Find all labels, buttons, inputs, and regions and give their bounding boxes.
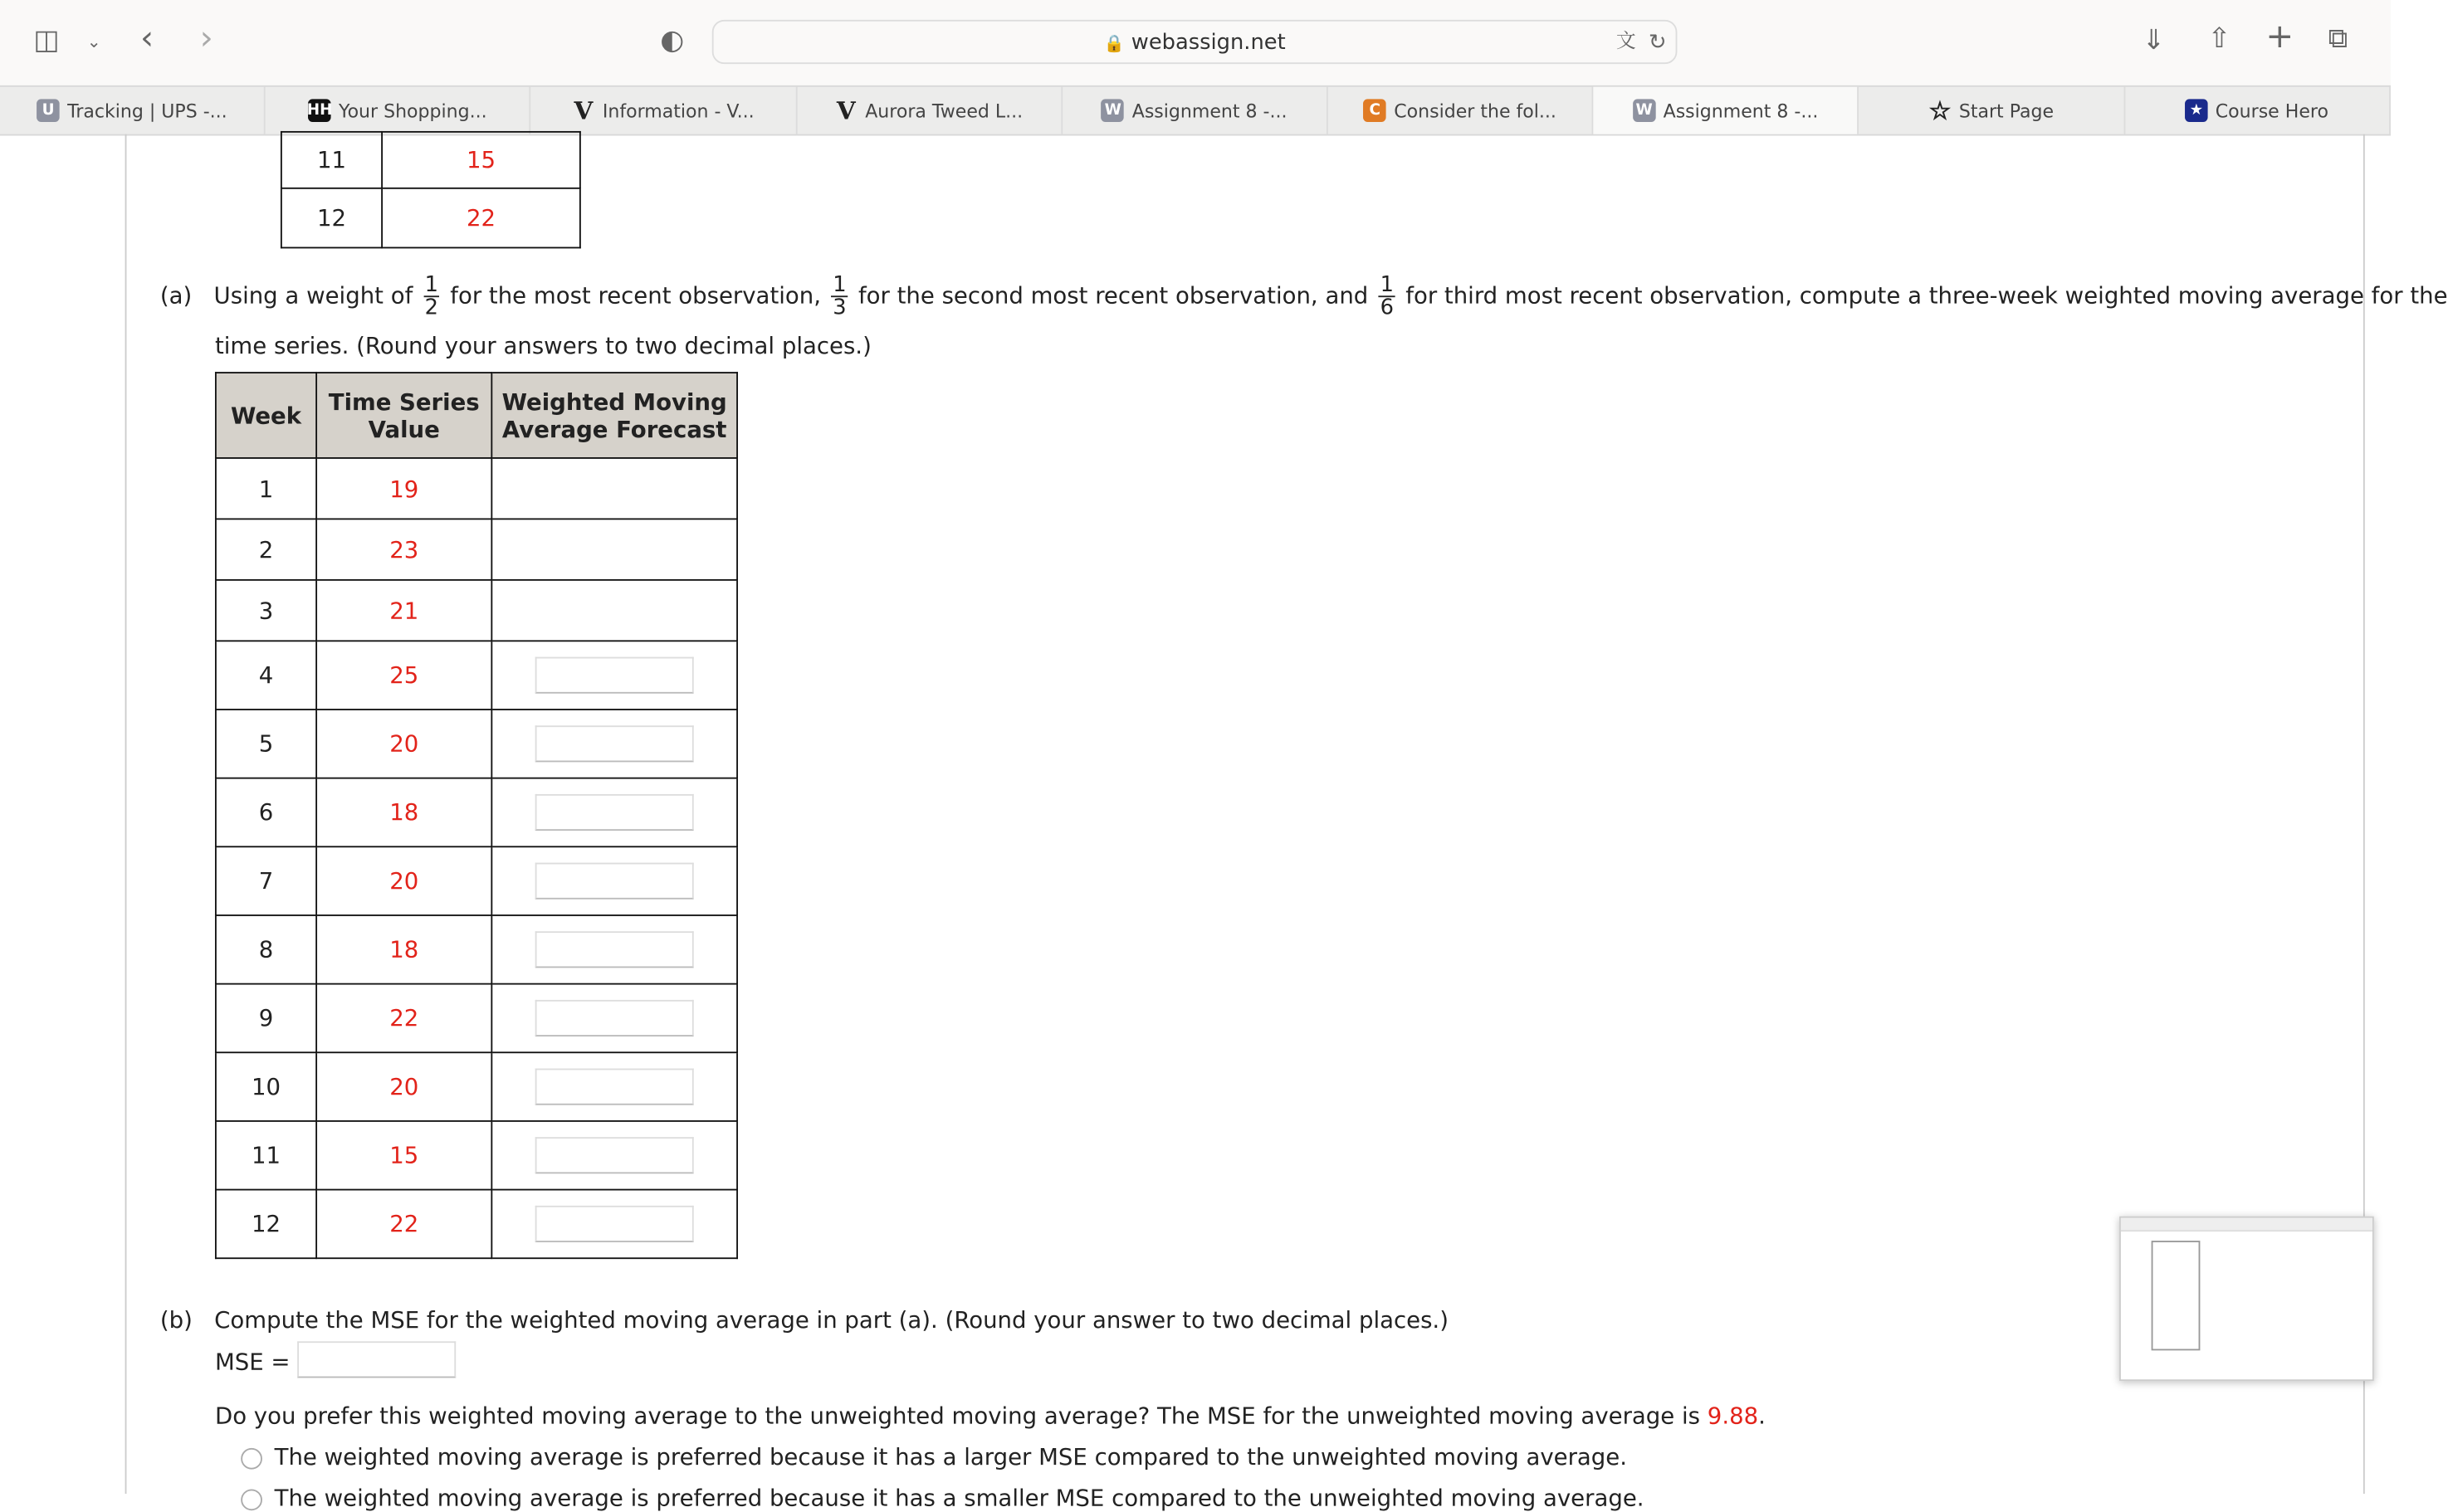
webassign-page (0, 134, 2448, 1512)
prompt-text: for third most recent observation, compute a three-week weighted moving average for the (1405, 281, 2448, 310)
week-cell: 4 (216, 641, 316, 710)
tab-8[interactable] (2124, 87, 2390, 134)
forecast-cell (491, 710, 737, 778)
forecast-table (215, 372, 738, 1259)
period: . (1758, 1402, 1766, 1430)
share-icon[interactable]: ⇧ (2207, 22, 2231, 56)
weight-sixth: $\frac{1}{6}$ (1380, 272, 1394, 320)
weight-third: $\frac{1}{3}$ (833, 272, 847, 320)
question-text: Do you prefer this weighted moving average to the unweighted moving average? The MSE for the unweighted moving average is (214, 1402, 1701, 1430)
tab-label: Tracking | UPS -... (67, 100, 227, 122)
mse-label: MSE = (214, 1348, 291, 1376)
week-cell: 5 (216, 710, 316, 778)
table-header-row (216, 373, 737, 458)
table-row (216, 846, 737, 915)
favicon-icon: V (836, 95, 856, 125)
forecast-cell (491, 1121, 737, 1190)
value-cell: 15 (316, 1121, 491, 1190)
value-cell: 25 (316, 641, 491, 710)
unweighted-mse-value: 9.88 (1707, 1402, 1759, 1430)
tab-6[interactable] (1594, 87, 1859, 134)
table-row (281, 132, 580, 188)
tab-2[interactable] (531, 87, 797, 134)
tab-5[interactable] (1328, 87, 1594, 134)
reload-icon[interactable]: ↻ (1648, 30, 1667, 56)
table-row (216, 1052, 737, 1121)
prompt-text: for the most recent observation, (450, 281, 821, 310)
value-cell: 22 (316, 1190, 491, 1259)
forecast-cell (491, 846, 737, 915)
tab-label: Information - V... (602, 100, 755, 122)
forecast-input[interactable] (535, 657, 694, 694)
favicon-icon: V (574, 95, 594, 125)
tab-overview-icon[interactable]: ⧉ (2328, 22, 2348, 56)
preference-question (215, 1402, 1766, 1430)
week-cell: 2 (216, 519, 316, 579)
part-a-label: (a) (159, 281, 193, 310)
tab-label: Your Shopping... (339, 100, 487, 122)
tab-3[interactable] (797, 87, 1063, 134)
tab-label: Course Hero (2215, 100, 2328, 122)
table-row (216, 1121, 737, 1190)
header-value: Time Series Value (316, 373, 491, 458)
table-row (216, 580, 737, 641)
tab-label: Consider the fol... (1394, 100, 1556, 122)
mse-input[interactable] (297, 1341, 456, 1378)
mse-row (215, 1348, 456, 1378)
tab-bar (0, 85, 2391, 136)
option-smaller-mse[interactable] (241, 1485, 1644, 1512)
table-row (216, 984, 737, 1053)
forecast-cell (491, 778, 737, 847)
part-b-label: (b) (159, 1306, 193, 1334)
favicon-icon: W (1102, 99, 1125, 122)
forecast-input[interactable] (535, 1206, 694, 1242)
week-cell: 12 (281, 188, 382, 248)
forecast-cell (491, 915, 737, 984)
table-row (216, 915, 737, 984)
forecast-cell (491, 580, 737, 641)
table-row (216, 710, 737, 778)
week-cell: 11 (216, 1121, 316, 1190)
forecast-input[interactable] (535, 1137, 694, 1173)
prompt-text: for the second most recent observation, and (858, 281, 1369, 310)
value-cell: 22 (316, 984, 491, 1053)
table-row (216, 1190, 737, 1259)
value-cell: 18 (316, 778, 491, 847)
table-row (216, 641, 737, 710)
forecast-input[interactable] (535, 931, 694, 968)
tab-label: Assignment 8 -... (1131, 100, 1288, 122)
tab-label: Assignment 8 -... (1663, 100, 1819, 122)
value-cell: 20 (316, 1052, 491, 1121)
tab-label: Start Page (1958, 100, 2055, 122)
favicon-icon: U (37, 99, 60, 122)
url-text: webassign.net (1131, 30, 1286, 56)
value-cell: 23 (316, 519, 491, 579)
radio-button[interactable] (241, 1489, 262, 1510)
value-cell: 20 (316, 710, 491, 778)
value-cell: 18 (316, 915, 491, 984)
option-label: The weighted moving average is preferred because it has a larger MSE compared to the unweighted moving average. (274, 1443, 1628, 1471)
table-row (281, 188, 580, 248)
screenshot-thumbnail[interactable] (2119, 1217, 2374, 1381)
value-cell: 20 (316, 846, 491, 915)
forecast-cell (491, 1052, 737, 1121)
week-cell: 9 (216, 984, 316, 1053)
header-week: Week (216, 373, 316, 458)
favicon-icon: HH (308, 99, 331, 122)
tab-4[interactable] (1063, 87, 1328, 134)
tab-0[interactable] (0, 87, 266, 134)
value-cell: 21 (316, 580, 491, 641)
tab-1[interactable] (266, 87, 531, 134)
table-row (216, 778, 737, 847)
forecast-input[interactable] (535, 1069, 694, 1105)
lock-icon: 🔒 (1103, 33, 1125, 54)
browser-toolbar (0, 0, 2391, 85)
favicon-icon: ★ (2185, 99, 2208, 122)
back-icon[interactable]: ‹ (139, 19, 154, 58)
radio-button[interactable] (241, 1447, 262, 1469)
week-cell: 1 (216, 458, 316, 519)
part-a-prompt (159, 272, 2448, 320)
table-row (216, 458, 737, 519)
forecast-input[interactable] (535, 863, 694, 900)
value-cell: 15 (382, 132, 580, 188)
part-b-prompt (160, 1306, 1449, 1334)
week-cell: 12 (216, 1190, 316, 1259)
new-tab-icon[interactable]: + (2265, 18, 2294, 56)
translate-icon[interactable]: 文 (1615, 30, 1636, 54)
value-cell: 19 (316, 458, 491, 519)
week-cell: 7 (216, 846, 316, 915)
tab-label: Aurora Tweed L... (865, 100, 1024, 122)
table-row (216, 519, 737, 579)
prompt-text: Compute the MSE for the weighted moving average in part (a). (Round your answer to two decimal places.) (214, 1306, 1449, 1334)
weight-half: $\frac{1}{2}$ (424, 272, 438, 320)
tab-7[interactable] (1859, 87, 2125, 134)
week-cell: 10 (216, 1052, 316, 1121)
privacy-shield-icon[interactable]: ◐ (660, 24, 685, 56)
forecast-cell (491, 641, 737, 710)
chevron-down-icon[interactable]: ⌄ (86, 32, 101, 52)
part-a-prompt-line2: time series. (Round your answers to two decimal places.) (214, 332, 872, 360)
favicon-icon: W (1633, 99, 1656, 122)
week-cell: 6 (216, 778, 316, 847)
forecast-cell (491, 458, 737, 519)
week-cell: 3 (216, 580, 316, 641)
value-cell: 22 (382, 188, 580, 248)
option-label: The weighted moving average is preferred because it has a smaller MSE compared to the unweighted moving average. (274, 1484, 1644, 1512)
week-cell: 8 (216, 915, 316, 984)
option-larger-mse[interactable] (241, 1443, 1627, 1471)
content-border-left (125, 134, 127, 1494)
prompt-text: Using a weight of (213, 281, 413, 310)
forecast-cell (491, 519, 737, 579)
forecast-cell (491, 1190, 737, 1259)
download-icon[interactable]: ⇓ (2142, 24, 2166, 56)
forecast-input[interactable] (535, 725, 694, 762)
forecast-input[interactable] (535, 794, 694, 831)
forward-icon[interactable]: › (199, 19, 213, 58)
address-bar[interactable] (712, 20, 1678, 64)
favicon-icon: C (1364, 99, 1387, 122)
header-forecast: Weighted Moving Average Forecast (491, 373, 737, 458)
favicon-icon: ☆ (1928, 95, 1952, 125)
top-table-partial (281, 131, 581, 248)
forecast-cell (491, 984, 737, 1053)
sidebar-toggle-icon[interactable]: ◫ (33, 24, 60, 56)
week-cell: 11 (281, 132, 382, 188)
forecast-input[interactable] (535, 1000, 694, 1036)
